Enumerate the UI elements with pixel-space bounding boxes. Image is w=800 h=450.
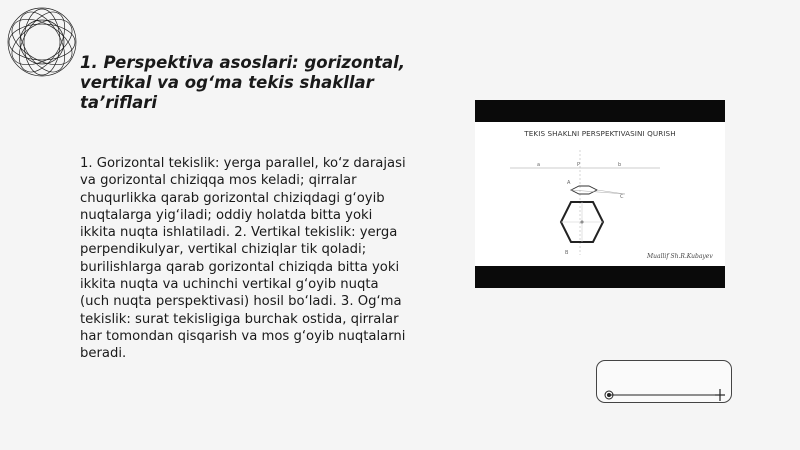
plus-icon[interactable] [715, 389, 725, 401]
label-p: P [577, 162, 581, 168]
image-top-bar [475, 100, 725, 122]
image-signature: Muallif Sh.R.Kubayev [647, 253, 713, 260]
slide-title: 1. Perspektiva asoslari: gorizontal, vertikal va og‘ma tekis shakllar ta’riflari [80, 53, 406, 112]
label-a: a [537, 162, 541, 168]
slider-widget[interactable] [596, 360, 732, 403]
circular-rosette-icon [4, 4, 80, 80]
label-upper-a: A [567, 180, 571, 186]
perspective-drawing-image [475, 100, 725, 288]
image-bottom-bar [475, 266, 725, 288]
image-caption: TEKIS SHAKLNI PERSPEKTIVASINI QURISH [524, 129, 676, 138]
hexagon-perspective-drawing [475, 140, 725, 265]
slide-body-text: 1. Gorizontal tekislik: yerga parallel, ko‘z darajasi va gorizontal chiziqqa mos keladi; qirralar chuqurlikka qarab gorizontal chiziqdagi g‘oyib nuqtalarga yig‘iladi; oddiy holatda bitta yoki ikkita nuqta ishlatiladi. 2. Vertikal tekislik: yerga perpendikulyar, vertikal chiziqlar tik qoladi; burilishlarga qarab gorizontal chiziqda bitta yoki ikkita nuqta va uchinchi vertikal g‘oyib nuqta (uch nuqta perspektivasi) hosil bo‘ladi. 3. Og‘ma tekislik: surat tekisligiga burchak ostida, qirralar har tomondan qisqarish va mos g‘oyib nuqtalarni beradi. [80, 156, 406, 362]
label-upper-b: B [565, 250, 569, 256]
label-b: b [618, 162, 622, 168]
label-c: C [620, 194, 624, 200]
